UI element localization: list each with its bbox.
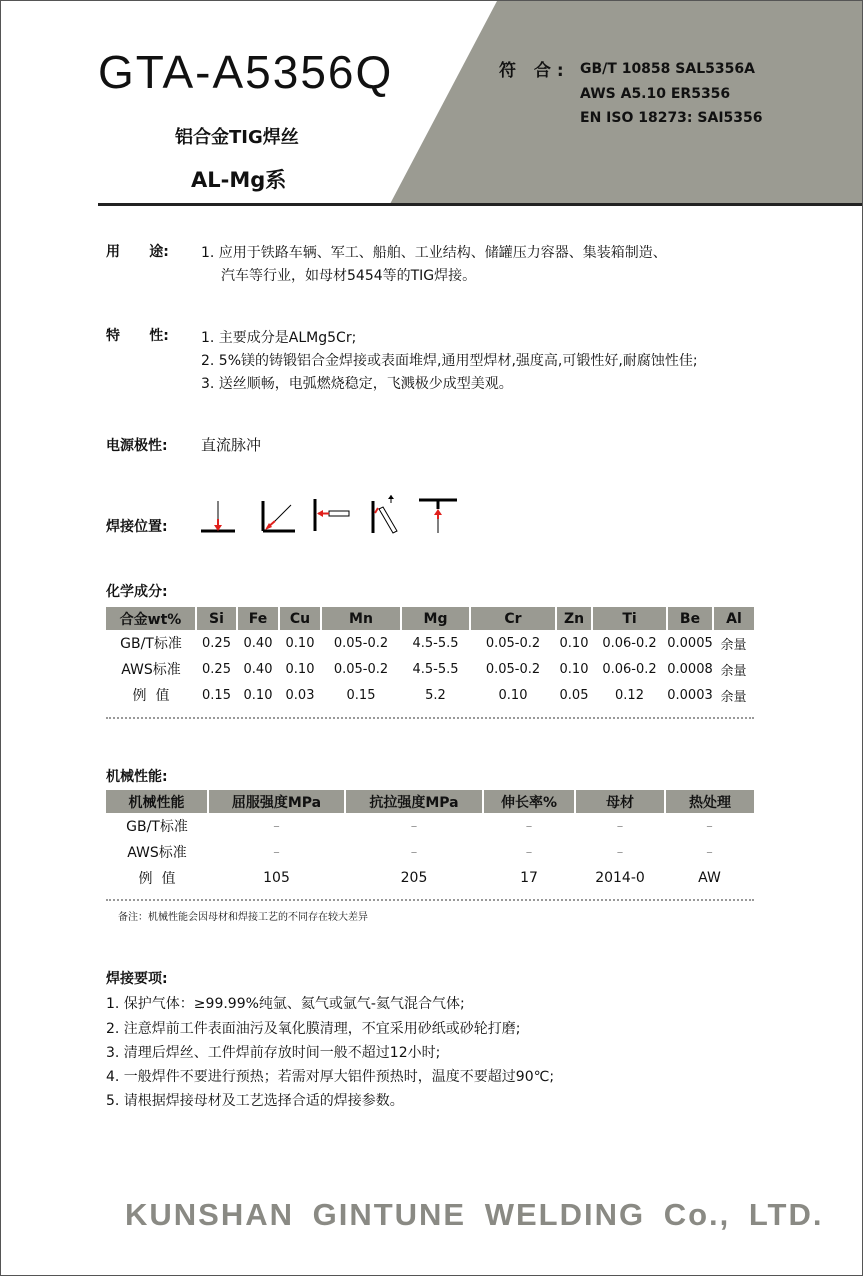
table-header-row: [106, 607, 754, 630]
column-header: Be: [667, 607, 713, 630]
table-cell: 0.10: [285, 661, 315, 677]
column-header: Fe: [237, 607, 279, 630]
table-cell: –: [410, 818, 418, 834]
table-cell: 例 值: [132, 688, 170, 704]
column-header: 机械性能: [106, 790, 208, 813]
horizontal-position-icon: [315, 499, 349, 531]
welding-positions: [199, 495, 461, 537]
column-header: Al: [713, 607, 754, 630]
table-cell: 0.40: [243, 635, 273, 651]
column-header: Zn: [556, 607, 592, 630]
table-cell: 205: [400, 870, 428, 886]
power-label: 电源极性:: [106, 438, 168, 454]
product-type: 铝合金TIG焊丝: [175, 127, 299, 148]
table-cell: 0.10: [285, 635, 315, 651]
mechanical-table: [106, 790, 754, 891]
table-row: [106, 682, 754, 708]
table-cell: 0.15: [202, 687, 231, 703]
product-series: AL-Mg系: [191, 168, 287, 192]
note-line-1: 1. 保护气体：≥99.99%纯氩、氦气或氩气-氦气混合气体;: [106, 996, 465, 1012]
overhead-position-icon: [419, 500, 457, 533]
power-value: 直流脉冲: [201, 436, 262, 454]
table-row: [106, 630, 754, 656]
table-cell: 0.05-0.2: [333, 661, 389, 677]
table-cell: 0.03: [285, 687, 315, 703]
table-cell: 余量: [720, 689, 747, 705]
table-cell: –: [525, 818, 533, 834]
table-cell: –: [706, 844, 713, 860]
feature-line-2: 2. 5%镁的铸锻铝合金焊接或表面堆焊,通用型焊材,强度高,可锻性好,耐腐蚀性佳;: [201, 353, 698, 369]
mechanical-note: 备注：机械性能会因母材和焊接工艺的不同存在较大差异: [118, 912, 368, 923]
table-cell: 例 值: [138, 871, 176, 887]
note-line-3: 3. 清理后焊丝、工件焊前存放时间一般不超过12小时;: [106, 1045, 441, 1061]
table-cell: 0.06-0.2: [602, 661, 657, 677]
table-cell: 4.5-5.5: [412, 635, 459, 651]
table-cell: GB/T标准: [120, 636, 182, 652]
table-cell: –: [410, 844, 418, 860]
note-line-4: 4. 一般焊件不要进行预热；若需对厚大铝件预热时，温度不要超过90℃;: [106, 1069, 555, 1085]
table-cell: –: [706, 818, 713, 834]
conforms-label: 符 合:: [499, 61, 570, 81]
column-header: Si: [196, 607, 237, 630]
standard-aws: AWS A5.10 ER5356: [580, 86, 731, 102]
column-header: 合金wt%: [106, 607, 196, 630]
standard-gb: GB/T 10858 SAL5356A: [580, 61, 755, 77]
product-code: GTA-A5356Q: [98, 46, 394, 98]
table-row: [106, 865, 754, 891]
table-cell: 0.25: [202, 635, 231, 651]
column-header: Mg: [401, 607, 470, 630]
table-row: [106, 656, 754, 682]
usage-label: 用 途:: [106, 244, 169, 260]
table-cell: 17: [520, 870, 538, 886]
table-cell: 0.0005: [667, 635, 713, 651]
table-cell: 0.05-0.2: [485, 635, 541, 651]
usage-line-1: 1. 应用于铁路车辆、军工、船舶、工业结构、储罐压力容器、集装箱制造、: [201, 245, 667, 261]
table-cell: 0.25: [202, 661, 231, 677]
dotted-divider: [106, 899, 754, 901]
chemical-label: 化学成分:: [106, 584, 168, 600]
chemical-table: [106, 607, 754, 708]
table-cell: AWS标准: [127, 845, 187, 861]
table-cell: 0.10: [559, 635, 589, 651]
note-line-5: 5. 请根据焊接母材及工艺选择合适的焊接参数。: [106, 1093, 404, 1109]
column-header: Ti: [592, 607, 667, 630]
table-cell: 0.05-0.2: [485, 661, 541, 677]
features-label: 特 性:: [106, 328, 169, 344]
table-cell: 余量: [720, 663, 747, 679]
table-cell: 0.10: [243, 687, 273, 703]
table-cell: 4.5-5.5: [412, 661, 459, 677]
vertical-up-icon: [373, 495, 397, 533]
flat-position-icon: [201, 501, 235, 531]
table-cell: 0.40: [243, 661, 273, 677]
column-header: 屈服强度MPa: [208, 790, 345, 813]
table-cell: –: [616, 844, 624, 860]
column-header: Mn: [321, 607, 401, 630]
table-cell: 0.0008: [667, 661, 713, 677]
usage-line-2: 汽车等行业，如母材5454等的TIG焊接。: [221, 268, 477, 284]
table-cell: 0.12: [615, 687, 644, 703]
notes-label: 焊接要项:: [106, 971, 168, 987]
table-cell: 0.10: [559, 661, 589, 677]
column-header: 伸长率%: [483, 790, 575, 813]
horizontal-fillet-icon: [263, 501, 295, 531]
table-cell: –: [273, 844, 280, 860]
table-cell: 0.10: [498, 687, 528, 703]
table-cell: AWS标准: [121, 662, 181, 678]
table-cell: –: [273, 818, 280, 834]
header-rule: [98, 203, 862, 206]
dotted-divider: [106, 717, 754, 719]
feature-line-1: 1. 主要成分是ALMg5Cr;: [201, 330, 357, 346]
company-name: KUNSHAN GINTUNE WELDING Co., LTD.: [125, 1197, 824, 1232]
table-cell: –: [525, 844, 533, 860]
table-cell: 105: [263, 870, 290, 886]
table-cell: GB/T标准: [126, 819, 188, 835]
table-cell: 0.06-0.2: [602, 635, 657, 651]
table-row: [106, 839, 754, 865]
column-header: 母材: [575, 790, 665, 813]
mechanical-label: 机械性能:: [106, 769, 168, 785]
table-cell: –: [616, 818, 624, 834]
column-header: Cr: [470, 607, 556, 630]
table-header-row: [106, 790, 754, 813]
table-cell: 5.2: [425, 687, 446, 703]
table-cell: 0.15: [346, 687, 376, 703]
standard-en-iso: EN ISO 18273: SAI5356: [580, 110, 763, 126]
table-cell: 余量: [720, 637, 747, 653]
table-row: [106, 813, 754, 839]
column-header: Cu: [279, 607, 321, 630]
table-cell: 0.05-0.2: [333, 635, 389, 651]
column-header: 抗拉强度MPa: [345, 790, 483, 813]
table-cell: 0.0003: [667, 687, 713, 703]
column-header: 热处理: [665, 790, 754, 813]
feature-line-3: 3. 送丝顺畅，电弧燃烧稳定，飞溅极少成型美观。: [201, 376, 513, 392]
table-cell: AW: [698, 870, 721, 886]
table-cell: 0.05: [559, 687, 589, 703]
note-line-2: 2. 注意焊前工件表面油污及氧化膜清理，不宜采用砂纸或砂轮打磨;: [106, 1021, 521, 1037]
header-band: [1, 1, 862, 206]
positions-label: 焊接位置:: [106, 519, 168, 535]
table-cell: 2014-0: [595, 870, 645, 886]
